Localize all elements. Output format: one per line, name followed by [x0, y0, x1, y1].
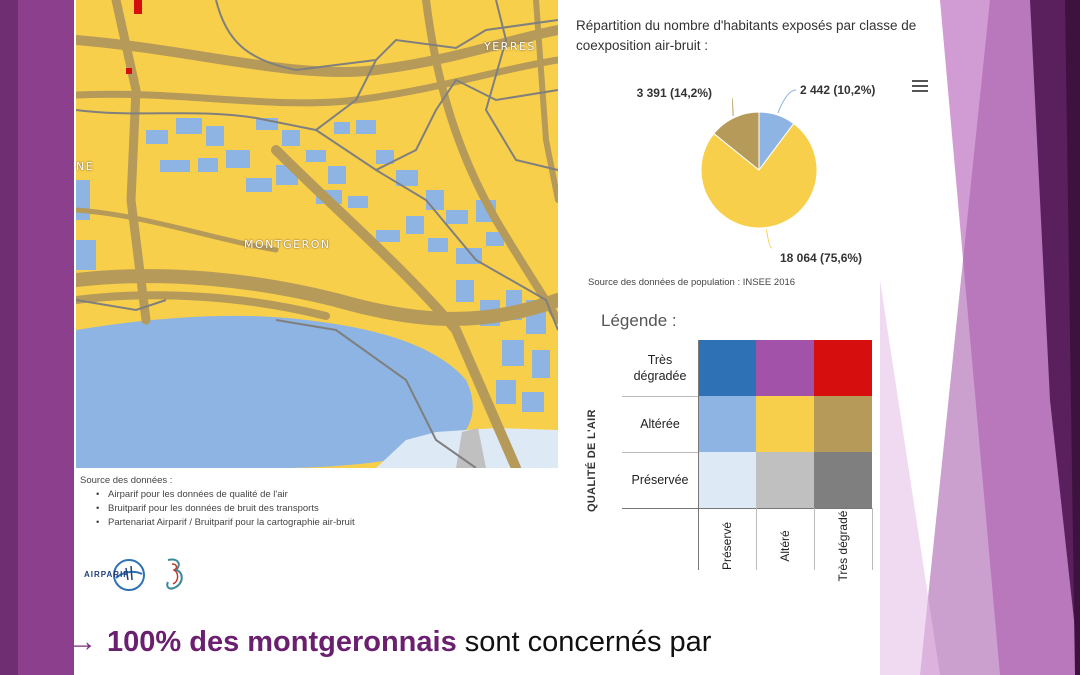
legend-cell	[698, 396, 756, 452]
population-source: Source des données de population : INSEE 2016	[588, 277, 796, 288]
legend-y-axis-label: QUALITÉ DE L'AIR	[586, 409, 598, 512]
pie-leader-line	[766, 230, 772, 248]
legend-row-label: Très dégradée	[633, 353, 687, 383]
conclusion-highlight: 100% des montgeronnais	[107, 626, 457, 658]
air-noise-map	[76, 0, 558, 468]
legend-cell	[814, 340, 872, 396]
pie-chart	[560, 0, 932, 276]
pie-leader-line	[732, 98, 733, 116]
pie-data-label: 3 391 (14,2%)	[636, 86, 712, 100]
legend-grid-line	[622, 508, 872, 509]
legend-column-label	[814, 510, 872, 582]
legend-row-label: Préservée	[631, 473, 689, 487]
legend-grid-line	[622, 396, 698, 397]
legend-column-label	[698, 516, 756, 576]
legend-grid-line	[814, 508, 815, 570]
legend-cell	[756, 396, 814, 452]
source-item: • Partenariat Airparif / Bruitparif pour la cartographie air-bruit	[108, 516, 400, 530]
source-item: • Bruitparif pour les données de bruit des transports	[108, 502, 400, 516]
bruitparif-logo	[162, 556, 188, 592]
map-label-yerres: YERRES	[484, 40, 536, 53]
legend-grid-line	[622, 452, 698, 453]
sources-title: Source des données :	[80, 475, 173, 486]
legend-column-text: Préservé	[720, 521, 734, 571]
legend-grid-line	[872, 508, 873, 570]
chart-title: Répartition du nombre d'habitants exposés par classe de coexposition air-bruit :	[576, 18, 917, 53]
legend-column-label	[756, 516, 814, 576]
pie-data-label: 18 064 (75,6%)	[780, 251, 863, 265]
legend-cell	[814, 396, 872, 452]
left-decor-edge	[0, 0, 18, 675]
arrow-icon: →	[68, 626, 97, 658]
sources-list	[80, 488, 400, 530]
legend-cell	[698, 340, 756, 396]
map-drawing	[76, 0, 558, 468]
source-item: • Airparif pour les données de qualité de l'air	[108, 488, 400, 502]
legend-cell	[756, 340, 814, 396]
pie-chart-panel	[560, 0, 932, 276]
pie-leader-line	[778, 90, 796, 113]
legend-column-text: Très dégradé	[836, 510, 850, 582]
pie-data-label: 2 442 (10,2%)	[800, 83, 876, 97]
map-label-montgeron: MONTGERON	[244, 238, 331, 251]
legend-cell	[698, 452, 756, 508]
map-label-ne: NE	[76, 160, 95, 173]
legend-cell	[756, 452, 814, 508]
airparif-logo-text: AIRPARIF	[84, 570, 130, 579]
data-sources	[80, 474, 400, 530]
legend-row-label: Altérée	[640, 417, 680, 431]
legend-grid-line	[698, 340, 699, 570]
conclusion-rest: sont concernés par	[456, 626, 712, 658]
legend-column-text: Altéré	[778, 530, 792, 562]
legend-cell	[814, 452, 872, 508]
legend-title: Légende :	[601, 311, 677, 330]
legend-grid-line	[756, 508, 757, 570]
airparif-logo	[84, 558, 146, 592]
conclusion-text	[68, 626, 711, 659]
